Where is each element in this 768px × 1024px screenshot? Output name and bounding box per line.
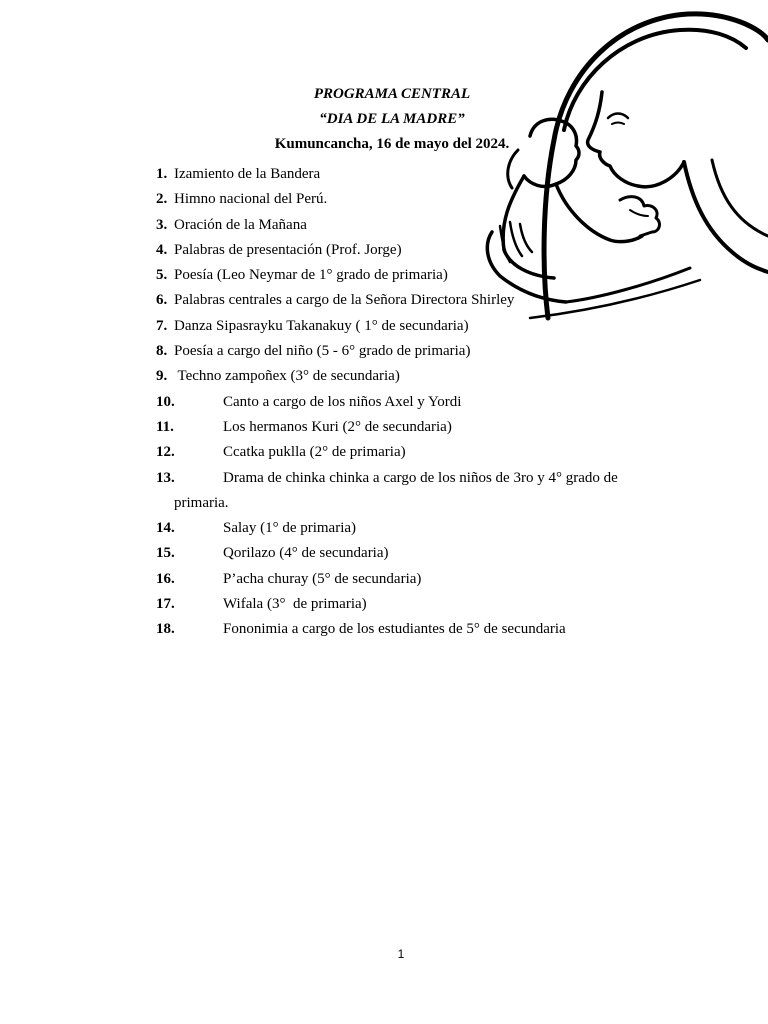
item-text: Palabras centrales a cargo de la Señora Directora Shirley: [174, 292, 515, 309]
list-item: [156, 162, 716, 187]
list-item: [156, 263, 716, 288]
item-text: Fononimia a cargo de los estudiantes de 5° de secundaria: [223, 621, 566, 638]
item-text: Izamiento de la Bandera: [174, 166, 321, 182]
item-number: 16.: [156, 570, 175, 587]
item-text: Oración de la Mañana: [174, 216, 307, 233]
item-text: Drama de chinka chinka a cargo de los niños de 3ro y 4° grado de: [223, 469, 618, 486]
item-number: 9.: [156, 368, 168, 385]
item-text: Danza Sipasrayku Takanakuy ( 1° de secundaria): [174, 317, 469, 334]
list-item: [156, 339, 716, 364]
item-number: 7.: [156, 317, 168, 334]
item-number: 15.: [156, 545, 175, 562]
document-title: PROGRAMA CENTRAL: [313, 86, 471, 102]
list-item: [156, 541, 716, 566]
item-text: Ccatka puklla (2° de primaria): [223, 444, 406, 461]
list-item: [156, 592, 716, 617]
list-item: [156, 314, 716, 339]
list-item: [156, 288, 716, 313]
list-item: [156, 187, 716, 212]
program-list: [156, 162, 716, 643]
item-text: P’acha churay (5° de secundaria): [223, 570, 422, 587]
item-number: 13.: [156, 469, 175, 486]
list-item-continuation: primaria.: [174, 494, 229, 511]
item-number: 6.: [156, 292, 168, 309]
list-item: [156, 390, 716, 415]
item-text: Canto a cargo de los niños Axel y Yordi: [223, 393, 462, 410]
list-item: [156, 516, 716, 541]
item-number: 18.: [156, 621, 175, 638]
list-item: [156, 238, 716, 263]
item-number: 12.: [156, 444, 175, 461]
item-text: Salay (1° de primaria): [223, 520, 357, 537]
item-number: 10.: [156, 393, 175, 410]
list-item: [156, 213, 716, 238]
list-item: [156, 440, 716, 465]
page-number: 1: [397, 947, 405, 961]
item-number: 17.: [156, 596, 175, 613]
item-text: Poesía (Leo Neymar de 1° grado de primaria): [174, 267, 448, 284]
item-text: Qorilazo (4° de secundaria): [223, 545, 389, 562]
item-text: Palabras de presentación (Prof. Jorge): [174, 241, 402, 258]
document-dateline: Kumuncancha, 16 de mayo del 2024.: [274, 136, 510, 152]
list-item: [156, 567, 716, 592]
list-item: [156, 466, 716, 491]
item-text: Techno zampoñex (3° de secundaria): [174, 368, 400, 385]
item-number: 8.: [156, 343, 168, 360]
item-text: Los hermanos Kuri (2° de secundaria): [223, 418, 452, 435]
item-number: 2.: [156, 191, 168, 208]
item-text: Himno nacional del Perú.: [174, 191, 328, 208]
list-item: [156, 364, 716, 389]
item-number: 3.: [156, 216, 168, 233]
item-number: 14.: [156, 520, 175, 537]
document-subtitle: “DIA DE LA MADRE”: [319, 111, 465, 127]
list-item: [156, 415, 716, 440]
item-text: Poesía a cargo del niño (5 - 6° grado de primaria): [174, 343, 471, 360]
item-number: 1.: [156, 166, 168, 182]
item-number: 4.: [156, 241, 168, 258]
list-item: [156, 617, 716, 642]
item-text: Wifala (3° de primaria): [223, 596, 367, 613]
item-number: 5.: [156, 267, 168, 284]
item-number: 11.: [156, 418, 174, 435]
